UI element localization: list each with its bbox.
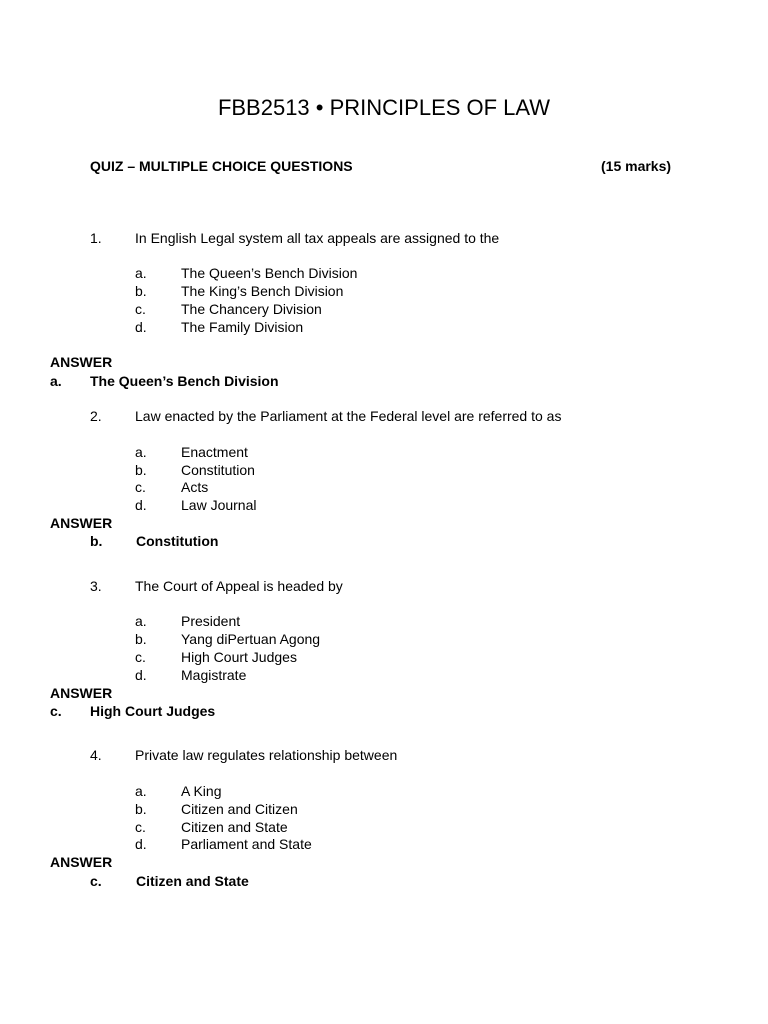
option-letter: b.: [135, 631, 147, 647]
answer-text: The Queen’s Bench Division: [90, 373, 279, 389]
option-text: Magistrate: [181, 667, 247, 683]
option-letter: d.: [135, 319, 147, 335]
option-letter: c.: [135, 301, 146, 317]
option-letter: b.: [135, 801, 147, 817]
answer-label: ANSWER: [50, 854, 113, 870]
answer-text: Citizen and State: [136, 873, 249, 889]
question-number: 4.: [90, 747, 102, 763]
option-letter: c.: [135, 649, 146, 665]
option-letter: d.: [135, 667, 147, 683]
option-text: Constitution: [181, 462, 255, 478]
option-text: Enactment: [181, 444, 248, 460]
answer-label: ANSWER: [50, 515, 113, 531]
answer-label: ANSWER: [50, 354, 113, 370]
total-marks: (15 marks): [601, 158, 672, 174]
option-text: A King: [181, 783, 222, 799]
option-letter: a.: [135, 444, 147, 460]
quiz-subtitle: QUIZ – MULTIPLE CHOICE QUESTIONS: [90, 158, 353, 174]
option-letter: c.: [135, 819, 146, 835]
option-text: The King’s Bench Division: [181, 283, 344, 299]
option-letter: d.: [135, 836, 147, 852]
option-letter: d.: [135, 497, 147, 513]
option-text: Citizen and Citizen: [181, 801, 298, 817]
option-text: High Court Judges: [181, 649, 297, 665]
option-text: President: [181, 613, 241, 629]
option-text: Yang diPertuan Agong: [181, 631, 321, 647]
answer-letter: c.: [90, 873, 102, 889]
option-letter: a.: [135, 783, 147, 799]
question-text: Private law regulates relationship between: [135, 747, 398, 763]
option-text: Parliament and State: [181, 836, 312, 852]
question-number: 3.: [90, 578, 102, 594]
question-number: 1.: [90, 230, 102, 246]
answer-letter: b.: [90, 533, 103, 549]
option-text: The Queen’s Bench Division: [181, 265, 358, 281]
answer-label: ANSWER: [50, 685, 113, 701]
answer-letter: c.: [50, 703, 62, 719]
page-title: FBB2513 • PRINCIPLES OF LAW: [217, 95, 551, 120]
option-text: The Family Division: [181, 319, 304, 335]
question-text: Law enacted by the Parliament at the Federal level are referred to as: [135, 408, 562, 424]
option-text: Law Journal: [181, 497, 257, 513]
option-text: The Chancery Division: [181, 301, 322, 317]
option-letter: b.: [135, 283, 147, 299]
question-text: In English Legal system all tax appeals are assigned to the: [135, 230, 500, 246]
option-text: Citizen and State: [181, 819, 288, 835]
option-text: Acts: [181, 479, 209, 495]
option-letter: b.: [135, 462, 147, 478]
answer-letter: a.: [50, 373, 62, 389]
answer-text: Constitution: [136, 533, 219, 549]
option-letter: a.: [135, 265, 147, 281]
option-letter: c.: [135, 479, 146, 495]
answer-text: High Court Judges: [90, 703, 216, 719]
option-letter: a.: [135, 613, 147, 629]
question-number: 2.: [90, 408, 102, 424]
question-text: The Court of Appeal is headed by: [135, 578, 343, 594]
